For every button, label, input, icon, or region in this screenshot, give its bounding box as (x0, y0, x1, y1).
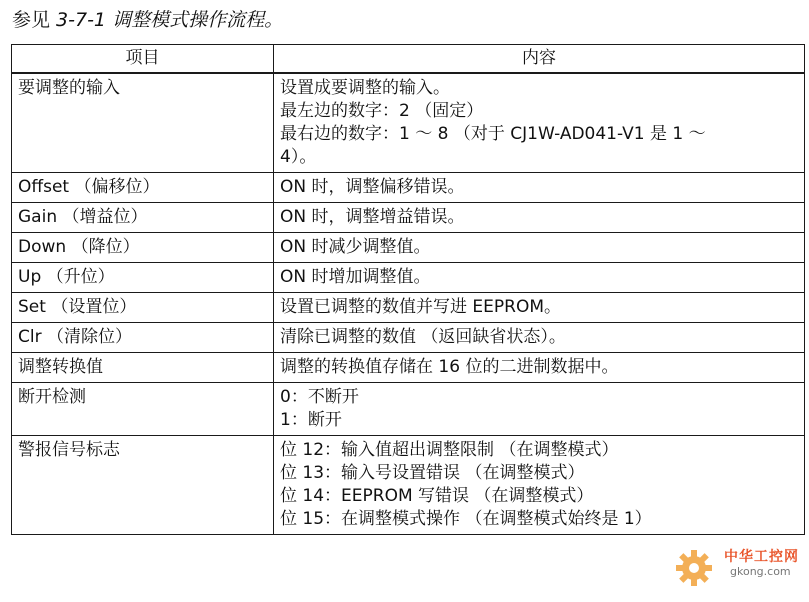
row-item: Clr （清除位） (12, 323, 274, 353)
table-row (12, 173, 805, 203)
header-content: 内容 (274, 45, 805, 74)
content-line: ON 时增加调整值。 (280, 267, 431, 287)
reference-number: 3-7-1 (56, 9, 107, 31)
table-row (12, 293, 805, 323)
table-row (12, 203, 805, 233)
content-line: 最左边的数字：2 （固定） (280, 101, 484, 121)
content-line: 最右边的数字：1 ～ 8 （对于 CJ1W-AD041-V1 是 1 ～ (280, 124, 706, 144)
table-header-row (12, 45, 805, 74)
watermark-logo (672, 540, 802, 598)
table-row (12, 436, 805, 535)
content-line: 设置成要调整的输入。 (280, 78, 450, 98)
table-row (12, 383, 805, 436)
content-line: 位 15：在调整模式操作 （在调整模式始终是 1） (280, 509, 652, 529)
content-line: 位 13：输入号设置错误 （在调整模式） (280, 463, 585, 483)
content-line: 位 12：输入值超出调整限制 （在调整模式） (280, 440, 619, 460)
row-item: 警报信号标志 (12, 436, 274, 535)
table-row (12, 233, 805, 263)
table-row (12, 353, 805, 383)
row-item: Down （降位） (12, 233, 274, 263)
row-item: 调整转换值 (12, 353, 274, 383)
content-line: 位 14：EEPROM 写错误 （在调整模式） (280, 486, 594, 506)
row-content (274, 263, 805, 293)
reference-prefix: 参见 (12, 9, 57, 31)
row-content (274, 73, 805, 173)
row-item: Set （设置位） (12, 293, 274, 323)
table-row (12, 263, 805, 293)
content-line: ON 时，调整增益错误。 (280, 207, 465, 227)
content-line: 0：不断开 (280, 387, 359, 407)
reference-line (12, 6, 283, 34)
row-content (274, 323, 805, 353)
row-content (274, 173, 805, 203)
content-line: ON 时，调整偏移错误。 (280, 177, 465, 197)
row-content (274, 233, 805, 263)
reference-name: 调整模式操作流程。 (106, 9, 284, 31)
content-line: 清除已调整的数值 （返回缺省状态）。 (280, 327, 566, 347)
watermark-brand: 中华工控网 (724, 549, 799, 565)
row-item: Gain （增益位） (12, 203, 274, 233)
table-row (12, 323, 805, 353)
gear-icon (674, 548, 714, 588)
adjustment-table (11, 44, 805, 535)
header-item: 项目 (12, 45, 274, 74)
table-row (12, 73, 805, 173)
row-content (274, 353, 805, 383)
row-content (274, 203, 805, 233)
row-content (274, 383, 805, 436)
content-line: 设置已调整的数值并写进 EEPROM。 (280, 297, 561, 317)
row-item: Offset （偏移位） (12, 173, 274, 203)
content-line: 4）。 (280, 147, 317, 167)
row-item: 断开检测 (12, 383, 274, 436)
content-line: ON 时减少调整值。 (280, 237, 431, 257)
content-line: 调整的转换值存储在 16 位的二进制数据中。 (280, 357, 619, 377)
content-line: 1：断开 (280, 410, 342, 430)
row-item: 要调整的输入 (12, 73, 274, 173)
row-content (274, 436, 805, 535)
watermark-url: gkong.com (730, 565, 791, 578)
row-item: Up （升位） (12, 263, 274, 293)
row-content (274, 293, 805, 323)
